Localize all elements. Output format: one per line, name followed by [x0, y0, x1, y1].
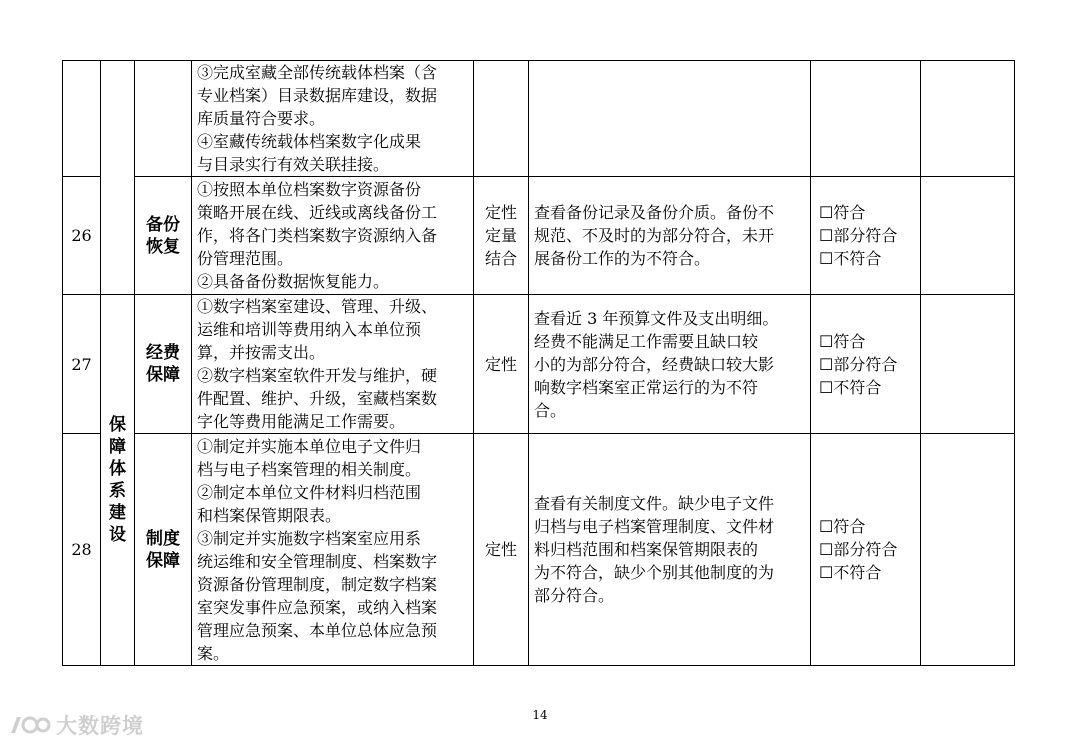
item-name-cell: 制度 保障 — [135, 434, 192, 666]
result-cell — [811, 177, 921, 295]
requirement-line: 与目录实行有效关联挂接。 — [197, 155, 390, 174]
table-row-28 — [63, 434, 1015, 666]
row-number-cell: 28 — [63, 434, 101, 666]
requirement-line: 算，并按需支出。 — [197, 343, 326, 362]
requirement-line: ②具备备份数据恢复能力。 — [197, 272, 390, 291]
requirement-line: 专业档案）目录数据库建设，数据 — [197, 86, 438, 105]
result-option-nonconform[interactable]: ☐不符合 — [819, 377, 882, 397]
requirement-line: ①数字档案室建设、管理、升级、 — [197, 297, 438, 316]
requirement-line: 档与电子档案管理的相关制度。 — [197, 459, 422, 479]
watermark — [8, 710, 144, 740]
notes-cell — [921, 295, 1015, 434]
requirement-line: 库质量符合要求。 — [197, 109, 326, 128]
requirement-line: ①制定并实施本单位电子文件归 — [197, 436, 422, 456]
row-number-cell: 27 — [63, 295, 101, 434]
table-row-27 — [63, 295, 1015, 434]
table-row-continued — [63, 61, 1015, 177]
method-cell — [529, 61, 811, 177]
method-type-cell: 定性 — [474, 295, 529, 434]
requirement-line: 资源备份管理制度，制定数字档案 — [197, 574, 438, 594]
method-type-cell: 定性 — [474, 434, 529, 666]
result-option-nonconform[interactable]: ☐不符合 — [819, 563, 882, 582]
category-cell — [101, 295, 135, 666]
requirement-line: 件配置、维护、升级，室藏档案数 — [197, 389, 438, 408]
item-name-cell — [135, 61, 192, 177]
result-cell — [811, 295, 921, 434]
requirement-line: 份管理范围。 — [197, 249, 294, 268]
assessment-table — [62, 60, 1015, 666]
result-option-conform[interactable]: ☐符合 — [819, 517, 866, 536]
requirement-line: ②制定本单位文件材料归档范围 — [197, 482, 422, 502]
requirement-line: 室突发事件应急预案，或纳入档案 — [197, 597, 438, 617]
requirement-line: 和档案保管期限表。 — [197, 505, 342, 525]
requirement-line: ③制定并实施数字档案室应用系 — [197, 528, 422, 548]
result-cell — [811, 434, 921, 666]
page-number: 14 — [532, 708, 548, 722]
requirements-cell — [192, 61, 474, 177]
result-option-conform[interactable]: ☐符合 — [819, 203, 866, 222]
table-row-26 — [63, 177, 1015, 295]
row-number-cell — [63, 61, 101, 177]
watermark-text: 大数跨境 — [56, 714, 144, 738]
requirement-line: ①按照本单位档案数字资源备份 — [197, 180, 422, 199]
requirements-cell — [192, 177, 474, 295]
method-type-cell — [474, 61, 529, 177]
notes-cell — [921, 177, 1015, 295]
method-cell: 查看备份记录及备份介质。备份不 规范、不及时的为部分符合，未开 展备份工作的为不符合。 — [529, 177, 811, 295]
requirement-line: ④室藏传统载体档案数字化成果 — [197, 132, 422, 151]
category-label: 保 障 体 系 建 设 — [109, 415, 126, 545]
item-name-cell: 备份 恢复 — [135, 177, 192, 295]
notes-cell — [921, 434, 1015, 666]
method-cell: 查看近 3 年预算文件及支出明细。 经费不能满足工作需要且缺口较 小的为部分符合，经费缺口较大影 响数字档案室正常运行的为不符 合。 — [529, 295, 811, 434]
result-cell — [811, 61, 921, 177]
requirement-line: ②数字档案室软件开发与维护，硬 — [197, 366, 438, 385]
requirement-line: ③完成室藏全部传统载体档案（含 — [197, 63, 438, 82]
requirement-line: 作，将各门类档案数字资源纳入备 — [197, 226, 438, 245]
category-cell-previous — [101, 61, 135, 295]
item-name-cell: 经费 保障 — [135, 295, 192, 434]
requirements-cell — [192, 295, 474, 434]
requirement-line: 策略开展在线、近线或离线备份工 — [197, 203, 438, 222]
requirement-line: 统运维和安全管理制度、档案数字 — [197, 551, 438, 571]
result-option-nonconform[interactable]: ☐不符合 — [819, 249, 882, 268]
requirement-line: 运维和培训等费用纳入本单位预 — [197, 320, 422, 339]
requirement-line: 案。 — [197, 643, 230, 663]
requirement-line: 管理应急预案、本单位总体应急预 — [197, 620, 438, 640]
requirements-cell — [192, 434, 474, 666]
result-option-partial[interactable]: ☐部分符合 — [819, 540, 898, 559]
result-option-partial[interactable]: ☐部分符合 — [819, 226, 898, 245]
kol-logo-icon — [8, 713, 52, 737]
method-type-cell: 定性 定量 结合 — [474, 177, 529, 295]
method-cell: 查看有关制度文件。缺少电子文件 归档与电子档案管理制度、文件材 料归档范围和档案保管期限表的 为不符合，缺少个别其他制度的为 部分符合。 — [529, 434, 811, 666]
row-number-cell: 26 — [63, 177, 101, 295]
notes-cell — [921, 61, 1015, 177]
result-option-partial[interactable]: ☐部分符合 — [819, 354, 898, 374]
result-option-conform[interactable]: ☐符合 — [819, 331, 866, 351]
requirement-line: 字化等费用能满足工作需要。 — [197, 412, 406, 431]
